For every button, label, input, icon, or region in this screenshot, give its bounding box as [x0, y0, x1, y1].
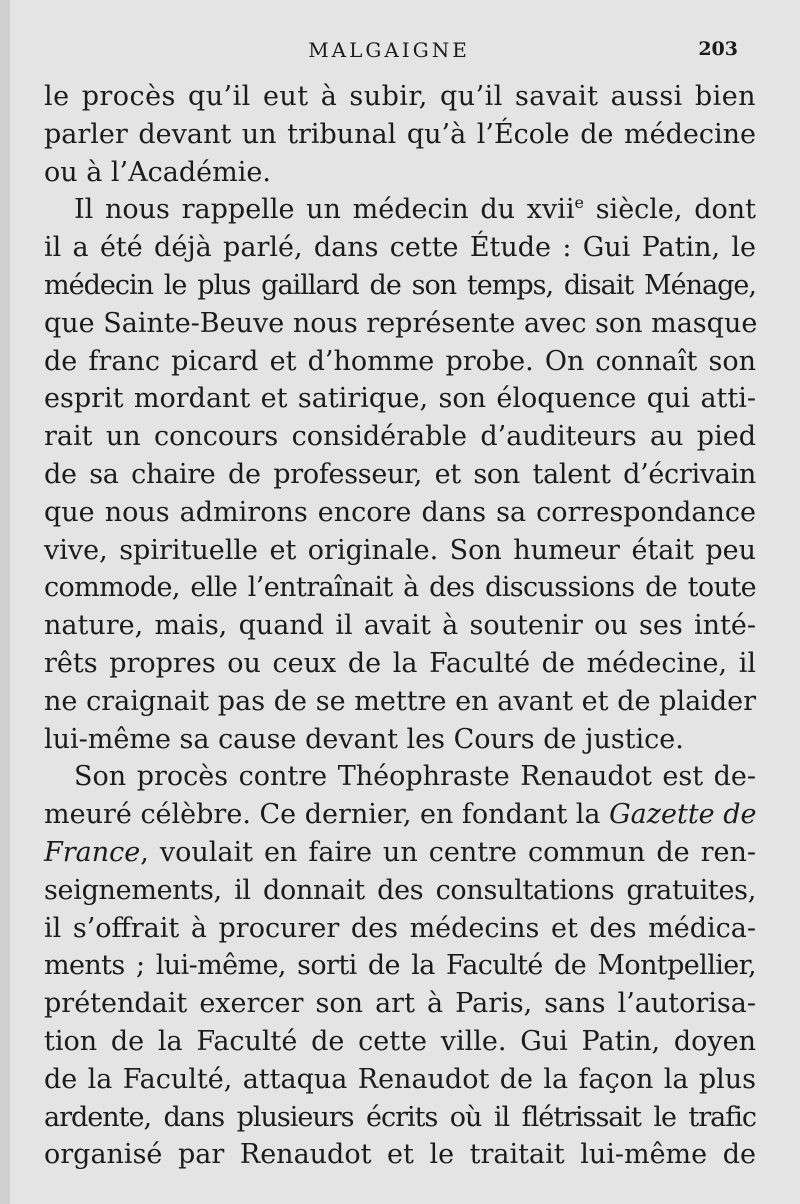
text-line: que nous admirons encore dans sa correspondance — [44, 496, 756, 528]
running-title: MALGAIGNE — [308, 38, 470, 62]
newspaper-title: France — [44, 836, 141, 868]
text-line: il a été déjà parlé, dans cette Étude : Gui Patin, le — [44, 232, 756, 264]
text-span: , voulait en faire un centre commun de ren- — [140, 836, 756, 868]
text-line — [44, 796, 756, 834]
text-line: médecin le plus gaillard de son temps, disait Ménage, — [44, 269, 756, 301]
text-line: esprit mordant et satirique, son éloquence qui atti- — [44, 383, 756, 415]
text-line: de la Faculté, attaqua Renaudot de la façon la plus — [44, 1063, 756, 1095]
running-head — [40, 38, 738, 70]
text-line: Son procès contre Théophraste Renaudot est de- — [74, 761, 756, 793]
newspaper-title: Gazette de — [609, 799, 757, 831]
text-line: vive, spirituelle et originale. Son humeur était peu — [44, 534, 756, 566]
page-number: 203 — [698, 38, 738, 60]
text-line: organisé par Renaudot et le traitait lui-même de — [44, 1139, 756, 1171]
text-line: de franc picard et d’homme probe. On connaît son — [44, 345, 756, 377]
text-line: parler devant un tribunal qu’à l’École de médecine — [44, 118, 756, 150]
century-numeral: xvii — [526, 194, 575, 226]
text-line: ardente, dans plusieurs écrits où il flétrissait le trafic — [44, 1101, 756, 1133]
text-line — [44, 834, 756, 872]
text-line: lui-même sa cause devant les Cours de justice. — [44, 723, 684, 755]
text-line: de sa chaire de professeur, et son talent d’écrivain — [44, 458, 756, 490]
text-line — [44, 191, 756, 229]
text-line: ne craignait pas de se mettre en avant et de plaider — [44, 685, 756, 717]
text-line: nature, mais, quand il avait à soutenir ou ses inté- — [44, 610, 756, 642]
text-line: rait un concours considérable d’auditeurs au pied — [44, 421, 756, 453]
text-span: siècle, dont — [583, 194, 756, 226]
text-line: ments ; lui-même, sorti de la Faculté de Montpellier, — [44, 950, 756, 982]
text-line: le procès qu’il eut à subir, qu’il savait aussi bien — [44, 81, 756, 112]
text-line: ou à l’Académie. — [44, 156, 271, 188]
text-span: meuré célèbre. Ce dernier, en fondant la — [44, 799, 610, 831]
body-text — [44, 78, 756, 1174]
text-line: il s’offrait à procurer des médecins et des médica- — [44, 912, 756, 944]
text-line: commode, elle l’entraînait à des discussions de toute — [44, 572, 756, 604]
text-line: seignements, il donnait des consultations gratuites, — [44, 874, 756, 906]
text-line: tion de la Faculté de cette ville. Gui Patin, doyen — [44, 1025, 756, 1057]
text-line: que Sainte-Beuve nous représente avec son masque — [44, 307, 758, 339]
text-line: prétendait exercer son art à Paris, sans l’autorisa- — [44, 988, 756, 1020]
text-line: rêts propres ou ceux de la Faculté de médecine, il — [44, 647, 756, 679]
superscript: e — [574, 193, 584, 213]
text-span: Il nous rappelle un médecin du — [74, 194, 527, 226]
